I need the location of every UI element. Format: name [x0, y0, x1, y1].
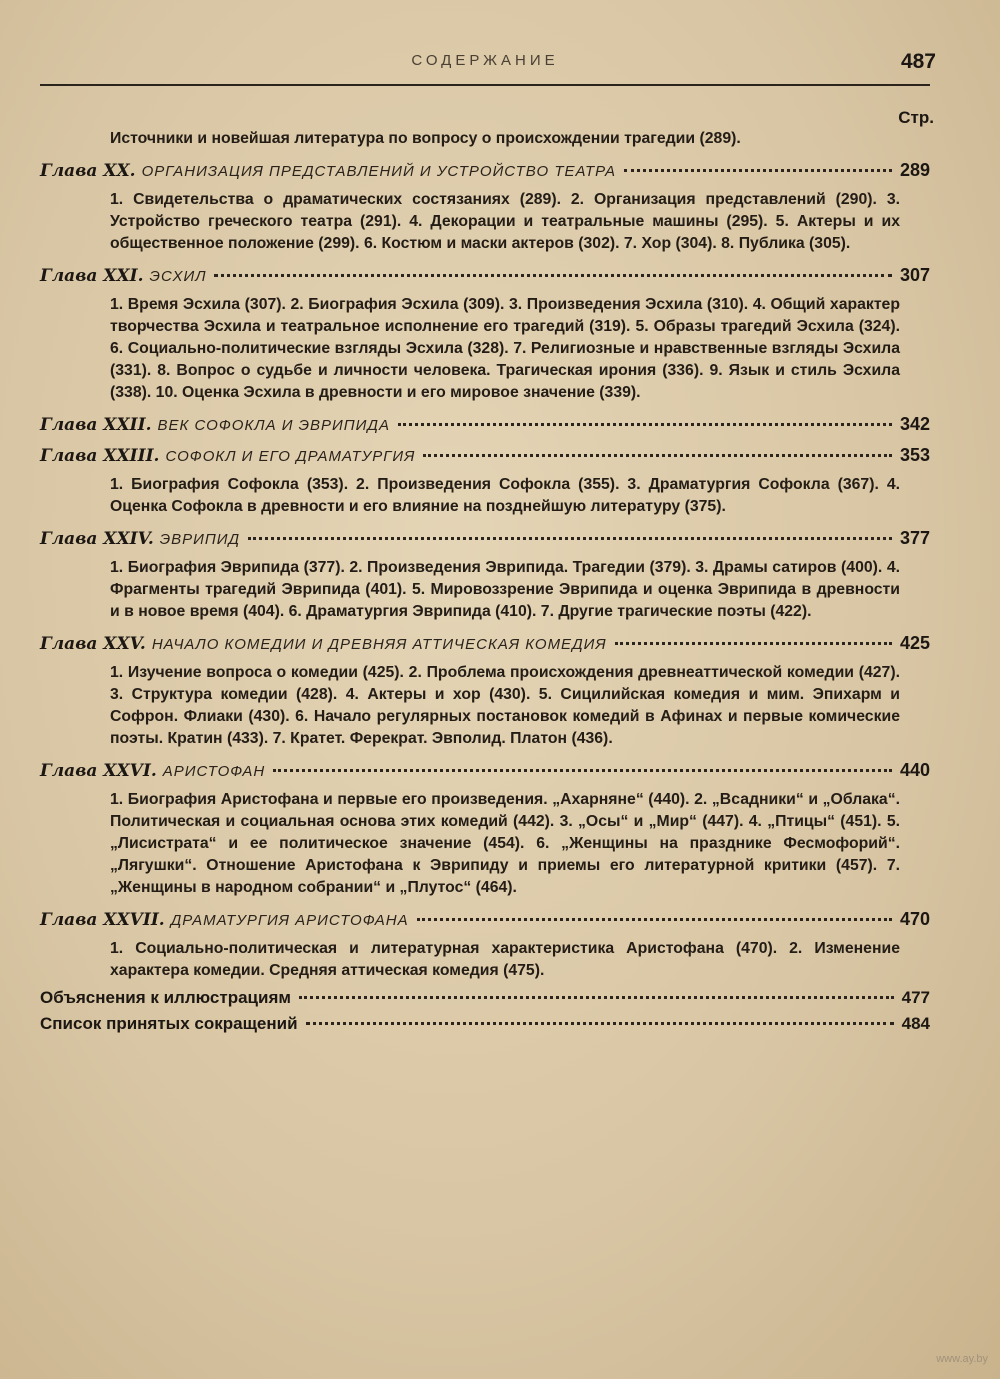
chapter-page: 342 — [899, 414, 930, 434]
page-column-heading: Стр. — [898, 108, 934, 127]
dot-leader — [273, 769, 892, 772]
chapter-label: Глава XX. — [40, 161, 136, 181]
chapter-sections: 1. Социально-политическая и литературная характеристика Аристофана (470). 2. Изменение характера комедии. Средняя аттическая комедия (475). — [110, 940, 900, 979]
chapter-entry — [40, 633, 930, 654]
watermark: www.ay.by — [936, 1353, 988, 1365]
toc-entries — [40, 160, 930, 982]
chapter-page: 353 — [899, 445, 930, 465]
chapter-title: СОФОКЛ И ЕГО ДРАМАТУРГИЯ — [165, 448, 416, 465]
dot-leader — [214, 274, 891, 277]
chapter-sections: 1. Биография Аристофана и первые его произведения. „Ахарняне“ (440). 2. „Всадники“ и „Облака“. Политическая и социальная основа этих комедий (442). 3. „Осы“ и „Мир“ (447). 4. „Птицы“ (451). 5. „Лисистрата“ и ее политическое значение (454). 6. „Женщины на празднике Фесмофорий“. „Лягушки“. Отношение Аристофана к Эврипиду и приемы его литературной критики (457). 7. „Женщины в народном собрании“ и „Плутос“ (464). — [110, 791, 900, 896]
chapter-title: ДРАМАТУРГИЯ АРИСТОФАНА — [170, 912, 409, 929]
chapter-title: ОРГАНИЗАЦИЯ ПРЕДСТАВЛЕНИЙ И УСТРОЙСТВО ТЕАТРА — [141, 163, 616, 180]
chapter-entry — [40, 414, 930, 435]
dot-leader — [423, 454, 892, 457]
appendix-entry — [40, 1014, 930, 1034]
running-head — [40, 48, 936, 86]
chapter-entry — [40, 265, 930, 286]
chapter-page: 307 — [899, 265, 930, 285]
page-number: 487 — [900, 50, 936, 73]
dot-leader — [398, 423, 892, 426]
toc-appendix — [40, 988, 930, 1034]
chapter-title: НАЧАЛО КОМЕДИИ И ДРЕВНЯЯ АТТИЧЕСКАЯ КОМЕДИЯ — [151, 636, 607, 653]
appendix-title: Список принятых сокращений — [40, 1014, 298, 1033]
dot-leader — [624, 169, 892, 172]
chapter-sections: 1. Изучение вопроса о комедии (425). 2. Проблема происхождения древнеаттической комедии (427). 3. Структура комедии (428). 4. Актеры и хор (430). 5. Сицилийская комедия и мим. Эпихарм и Софрон. Флиаки (430). 6. Начало регулярных постановок комедий в Афинах и первые комические поэты. Кратин (433). 7. Кратет. Ферекрат. Эвполид. Платон (436). — [110, 664, 900, 747]
chapter-label: Глава XXIII. — [40, 446, 160, 466]
chapter-sections: 1. Время Эсхила (307). 2. Биография Эсхила (309). 3. Произведения Эсхила (310). 4. Общий характер творчества Эсхила и театральное исполнение его трагедий (319). 5. Образы трагедий Эсхила (324). 6. Социально-политические взгляды Эсхила (328). 7. Религиозные и нравственные взгляды Эсхила (331). 8. Вопрос о судьбе и личности человека. Трагическая ирония (336). 9. Язык и стиль Эсхила (338). 10. Оценка Эсхила в древности и его мировое значение (339). — [110, 296, 900, 401]
chapter-label: Глава XXVII. — [40, 910, 165, 930]
chapter-page: 289 — [899, 160, 930, 180]
chapter-label: Глава XXVI. — [40, 761, 157, 781]
chapter-entry — [40, 760, 930, 781]
dot-leader — [299, 996, 894, 999]
chapter-entry — [40, 160, 930, 181]
chapter-label: Глава XXII. — [40, 415, 152, 435]
running-head-title: СОДЕРЖАНИЕ — [411, 52, 559, 69]
dot-leader — [248, 537, 892, 540]
dot-leader — [417, 918, 892, 921]
dot-leader — [306, 1022, 894, 1025]
chapter-entry — [40, 909, 930, 930]
chapter-page: 470 — [899, 909, 930, 929]
appendix-page: 484 — [901, 1014, 930, 1033]
chapter-title: ЭВРИПИД — [159, 531, 241, 548]
chapter-sections: 1. Биография Эврипида (377). 2. Произведения Эврипида. Трагедии (379). 3. Драмы сатиров (400). 4. Фрагменты трагедий Эврипида (401). 5. Мировоззрение Эврипида и оценка Эврипида в древности и в новое время (404). 6. Драматургия Эврипида (410). 7. Другие трагические поэты (422). — [110, 559, 900, 620]
chapter-title: АРИСТОФАН — [162, 763, 266, 780]
chapter-label: Глава XXIV. — [40, 529, 154, 549]
chapter-entry — [40, 445, 930, 466]
appendix-title: Объяснения к иллюстрациям — [40, 988, 291, 1007]
intro-sources: Источники и новейшая литература по вопросу о происхождении трагедии (289). — [110, 130, 741, 147]
chapter-sections: 1. Свидетельства о драматических состязаниях (289). 2. Организация представлений (290). 3. Устройство греческого театра (291). 4. Декорации и театральные машины (295). 5. Актеры и их общественное положение (299). 6. Костюм и маски актеров (302). 7. Хор (304). 8. Публика (305). — [110, 191, 900, 252]
appendix-entry — [40, 988, 930, 1008]
dot-leader — [615, 642, 892, 645]
chapter-page: 440 — [899, 760, 930, 780]
chapter-label: Глава XXI. — [40, 266, 144, 286]
chapter-page: 425 — [899, 633, 930, 653]
chapter-label: Глава XXV. — [40, 634, 146, 654]
chapter-page: 377 — [899, 528, 930, 548]
appendix-page: 477 — [901, 988, 930, 1007]
chapter-entry — [40, 528, 930, 549]
chapter-sections: 1. Биография Софокла (353). 2. Произведения Софокла (355). 3. Драматургия Софокла (367). 4. Оценка Софокла в древности и его влияние на позднейшую литературу (375). — [110, 476, 900, 515]
chapter-title: ЭСХИЛ — [149, 268, 207, 285]
chapter-title: ВЕК СОФОКЛА И ЭВРИПИДА — [157, 417, 390, 434]
